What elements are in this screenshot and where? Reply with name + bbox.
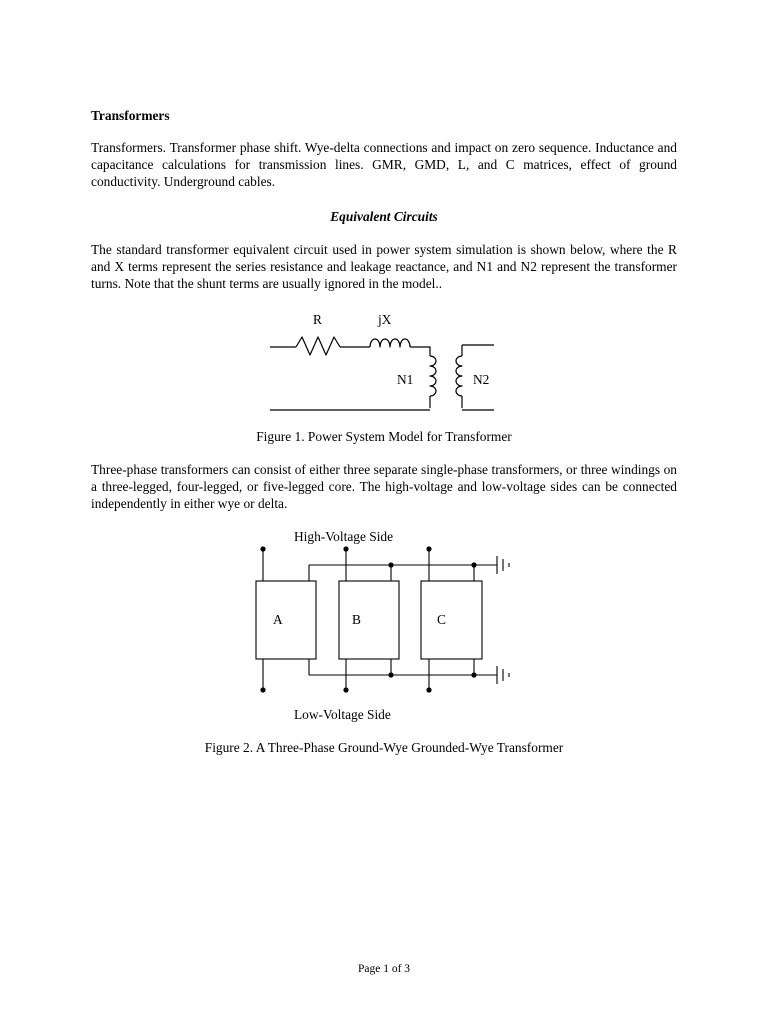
- high-voltage-side-label: High-Voltage Side: [294, 529, 394, 544]
- resistor-label: R: [313, 312, 322, 327]
- resistor-symbol: [296, 337, 340, 355]
- junction-dot-c-high: [471, 562, 476, 567]
- terminal-dot-b-low: [343, 687, 348, 692]
- junction-dot-b-high: [388, 562, 393, 567]
- inductor-to-primary-wire: [410, 347, 430, 356]
- junction-dot-b-low: [388, 672, 393, 677]
- n2-label: N2: [473, 372, 490, 387]
- intro-paragraph: Transformers. Transformer phase shift. Wye-delta connections and impact on zero sequence. Inductance and capacitance calculations for transmission lines. GMR, GMD, L, and C matrices, effect of ground conductivity. Underground cables.: [91, 140, 677, 190]
- winding-b-label: B: [352, 612, 361, 627]
- primary-winding-symbol: [430, 356, 436, 396]
- winding-box-b: [339, 581, 399, 659]
- terminal-dot-c-low: [426, 687, 431, 692]
- secondary-winding-symbol: [456, 356, 462, 396]
- transformer-equivalent-circuit-diagram: [0, 300, 768, 420]
- page-number: Page 1 of 3: [357, 963, 411, 975]
- winding-a-label: A: [273, 612, 283, 627]
- winding-box-c: [421, 581, 482, 659]
- equivalent-circuit-paragraph: The standard transformer equivalent circuit used in power system simulation is shown below, where the R and X terms represent the series resistance and leakage reactance, and N1 and N2 represent the transformer turns. Note that the shunt terms are usually ignored in the model..: [91, 242, 677, 292]
- section-title: Equivalent Circuits: [330, 209, 438, 224]
- terminal-dot-a-high: [260, 546, 265, 551]
- winding-c-label: C: [437, 612, 446, 627]
- inductor-symbol: [370, 339, 410, 347]
- three-phase-transformer-diagram: [0, 520, 768, 730]
- figure-1-caption: Figure 1. Power System Model for Transformer: [256, 429, 512, 444]
- junction-dot-c-low: [471, 672, 476, 677]
- n1-label: N1: [397, 372, 414, 387]
- reactance-label: jX: [378, 312, 392, 327]
- figure-2-caption: Figure 2. A Three-Phase Ground-Wye Grounded-Wye Transformer: [204, 740, 564, 755]
- low-voltage-side-label: Low-Voltage Side: [294, 707, 391, 722]
- winding-box-a: [256, 581, 316, 659]
- terminal-dot-c-high: [426, 546, 431, 551]
- three-phase-paragraph: Three-phase transformers can consist of either three separate single-phase transformers, or three windings on a three-legged, four-legged, or five-legged core. The high-voltage and low-voltage sides can be connected independently in either wye or delta.: [91, 462, 677, 512]
- page-heading: Transformers: [91, 108, 170, 123]
- terminal-dot-b-high: [343, 546, 348, 551]
- terminal-dot-a-low: [260, 687, 265, 692]
